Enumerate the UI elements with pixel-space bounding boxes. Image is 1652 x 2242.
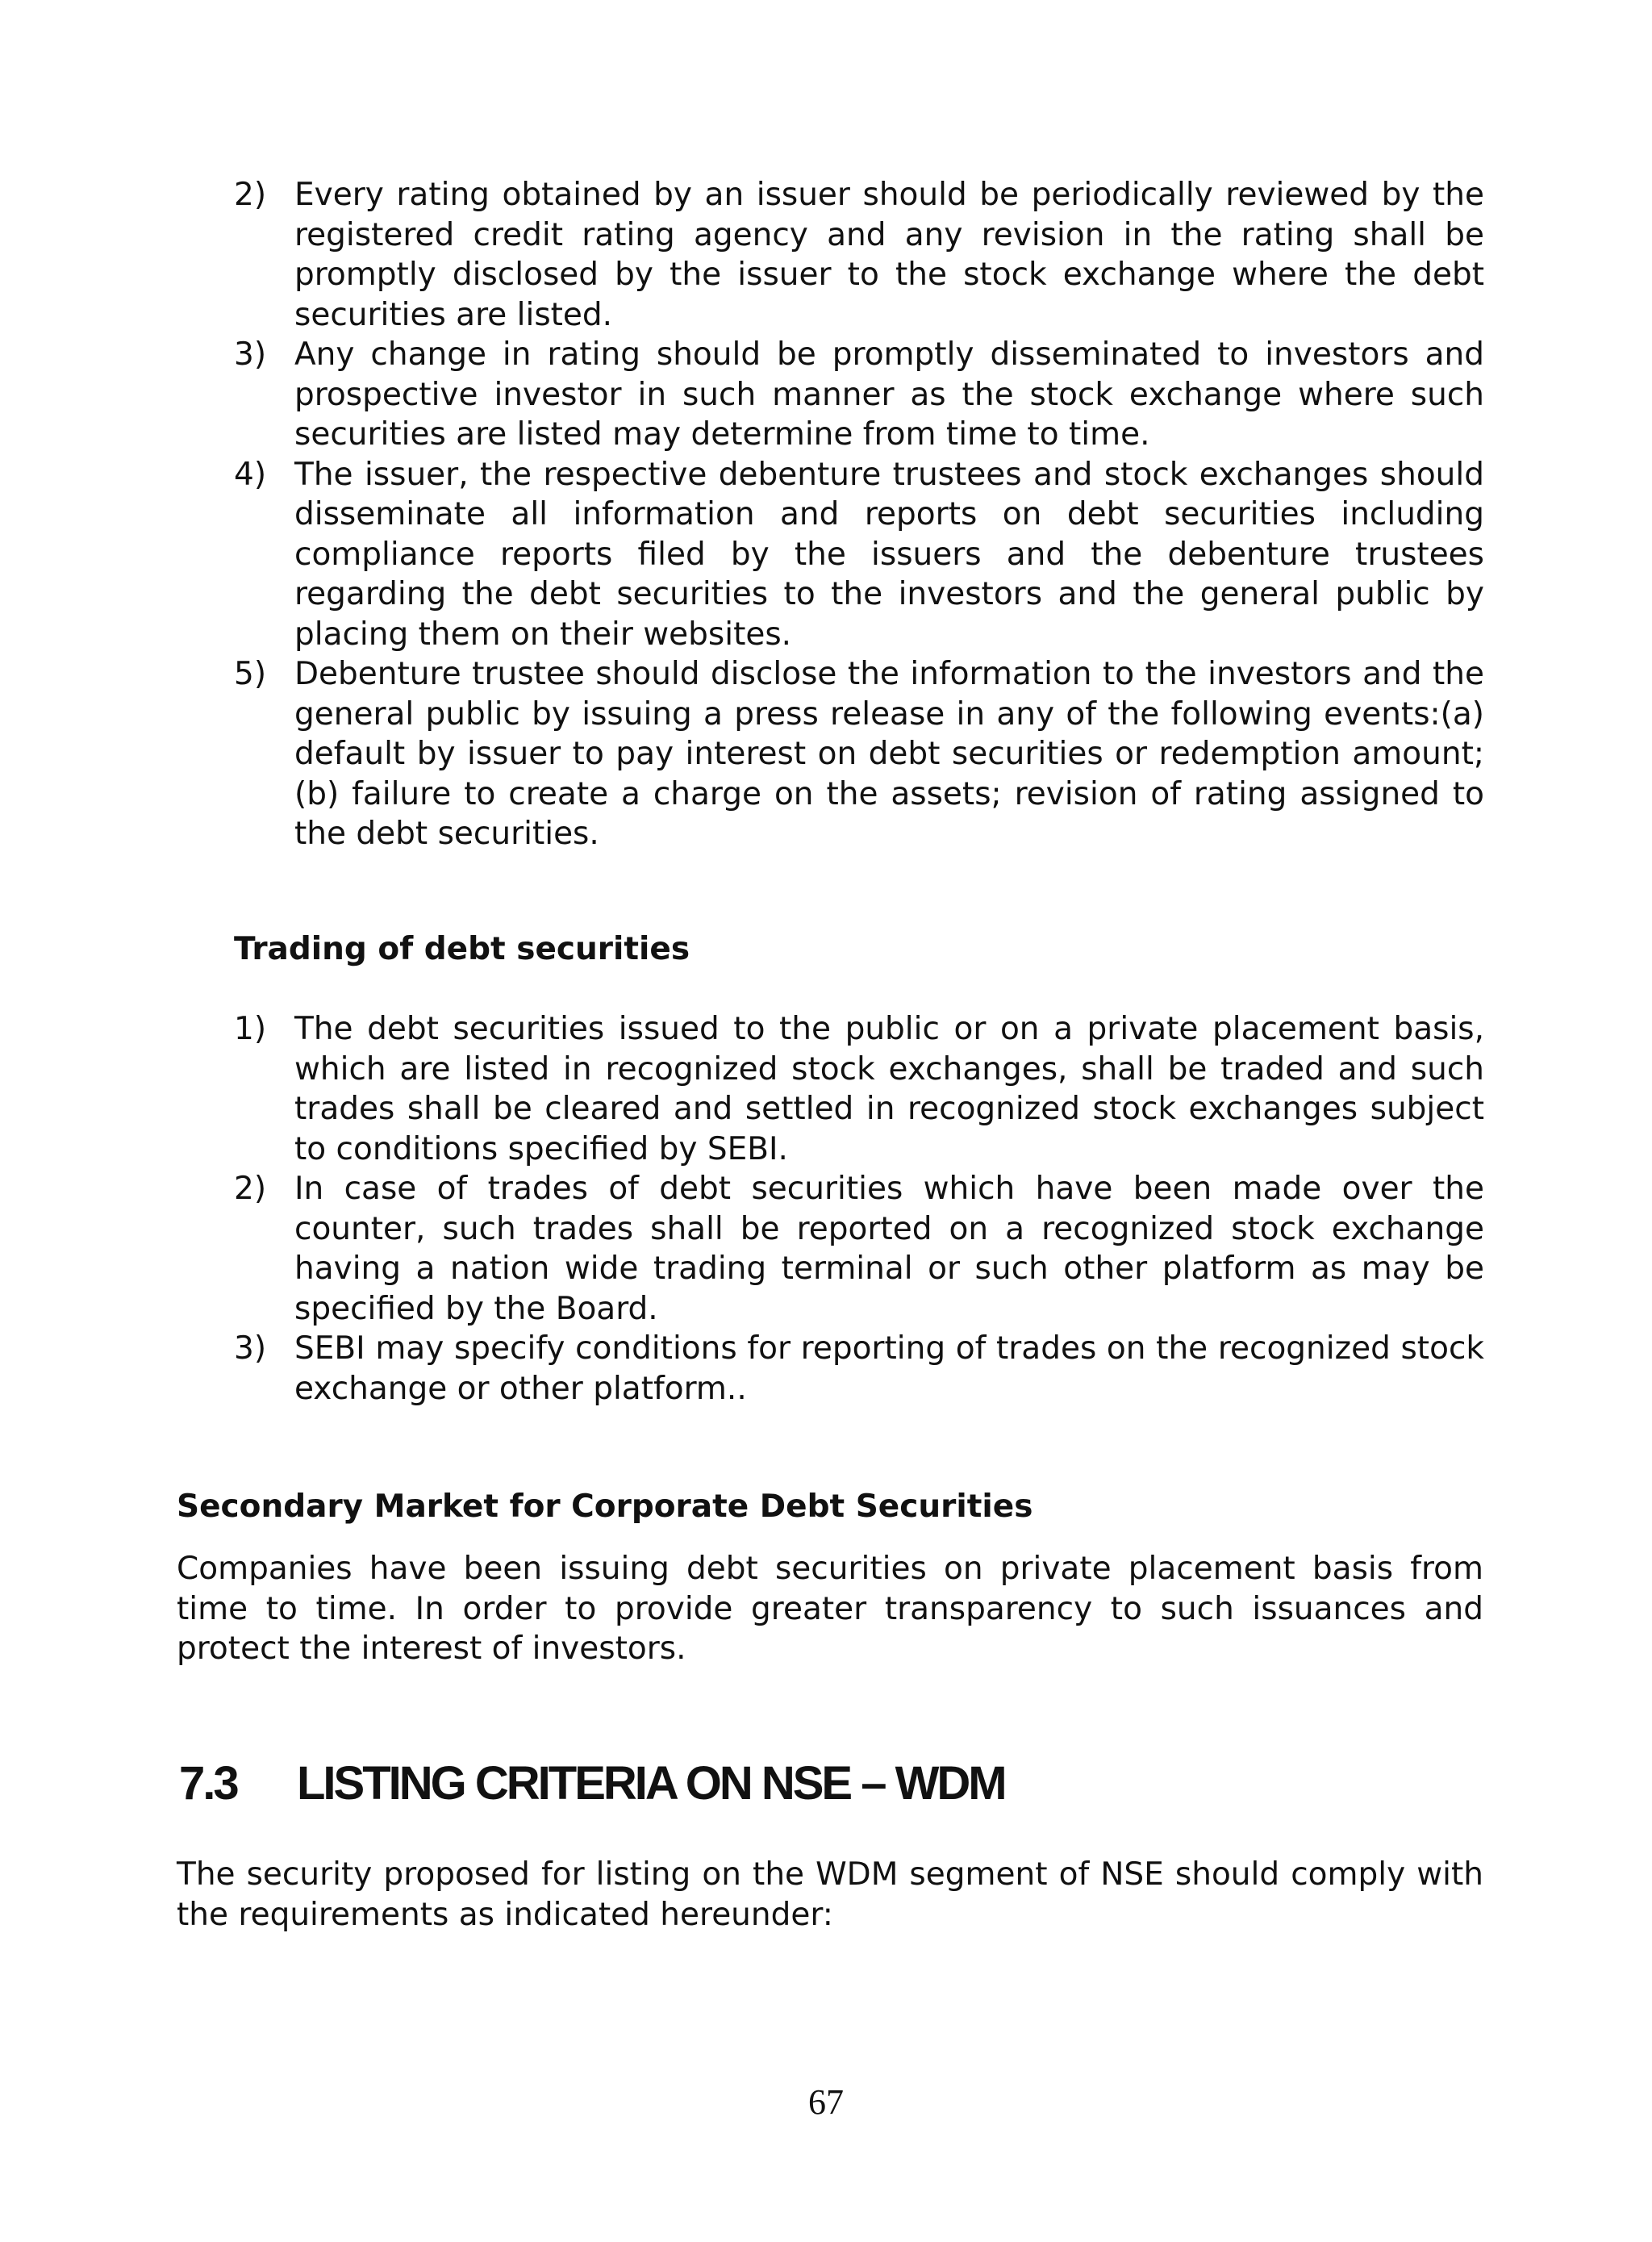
secondary-market-paragraph: Companies have been issuing debt securities on private placement basis from time to time. In order to provide greater transparency to such issuances and protect the interest of investors. bbox=[177, 1551, 1483, 1667]
list-item bbox=[234, 1169, 1484, 1329]
page-number: 67 bbox=[808, 2082, 844, 2122]
list-item bbox=[234, 175, 1484, 335]
trading-heading: Trading of debt securities bbox=[234, 931, 690, 967]
list-item-text: Debenture trustee should disclose the information to the investors and the general public by issuing a press release in any of the following events:(a) default by issuer to pay interest on debt securities or redemption amount; (b) failure to create a charge on the assets; revision of rating assigned to the debt securities. bbox=[294, 656, 1484, 852]
list-item-number: 5) bbox=[234, 656, 267, 692]
list-item-number: 3) bbox=[234, 336, 267, 373]
trading-list bbox=[234, 1009, 1484, 1409]
chapter-number: 7.3 bbox=[179, 1757, 237, 1810]
list-item-text: Every rating obtained by an issuer should be periodically reviewed by the registered credit rating agency and any revision in the rating shall be promptly disclosed by the issuer to the stock exchange where the debt securities are listed. bbox=[294, 177, 1484, 333]
list-item bbox=[234, 1009, 1484, 1169]
list-item-number: 2) bbox=[234, 1171, 267, 1207]
listing-paragraph: The security proposed for listing on the WDM segment of NSE should comply with the requirements as indicated hereunder: bbox=[177, 1856, 1483, 1933]
list-item-number: 1) bbox=[234, 1011, 267, 1047]
list-item bbox=[234, 335, 1484, 455]
chapter-heading bbox=[179, 1756, 1005, 1812]
list-item bbox=[234, 1329, 1484, 1409]
list-item-text: In case of trades of debt securities which have been made over the counter, such trades shall be reported on a recognized stock exchange having a nation wide trading terminal or such other platform as may be specified by the Board. bbox=[294, 1171, 1484, 1327]
secondary-market-heading: Secondary Market for Corporate Debt Securities bbox=[177, 1488, 1033, 1525]
disclosure-list bbox=[234, 175, 1484, 854]
chapter-title: LISTING CRITERIA ON NSE – WDM bbox=[297, 1757, 1005, 1810]
list-item-number: 4) bbox=[234, 456, 267, 493]
list-item bbox=[234, 654, 1484, 854]
list-item-number: 3) bbox=[234, 1330, 267, 1367]
list-item-text: The debt securities issued to the public or on a private placement basis, which are listed in recognized stock exchanges, shall be traded and such trades shall be cleared and settled in recognized stock exchanges subject to conditions specified by SEBI. bbox=[294, 1011, 1484, 1167]
list-item-number: 2) bbox=[234, 177, 267, 213]
list-item bbox=[234, 455, 1484, 655]
list-item-text: The issuer, the respective debenture trustees and stock exchanges should disseminate all information and reports on debt securities including compliance reports filed by the issuers and the debenture trustees regarding the debt securities to the investors and the general public by placing them on their websites. bbox=[294, 456, 1484, 653]
list-item-text: Any change in rating should be promptly disseminated to investors and prospective investor in such manner as the stock exchange where such securities are listed may determine from time to time. bbox=[294, 336, 1484, 453]
list-item-text: SEBI may specify conditions for reporting of trades on the recognized stock exchange or other platform.. bbox=[294, 1330, 1484, 1407]
